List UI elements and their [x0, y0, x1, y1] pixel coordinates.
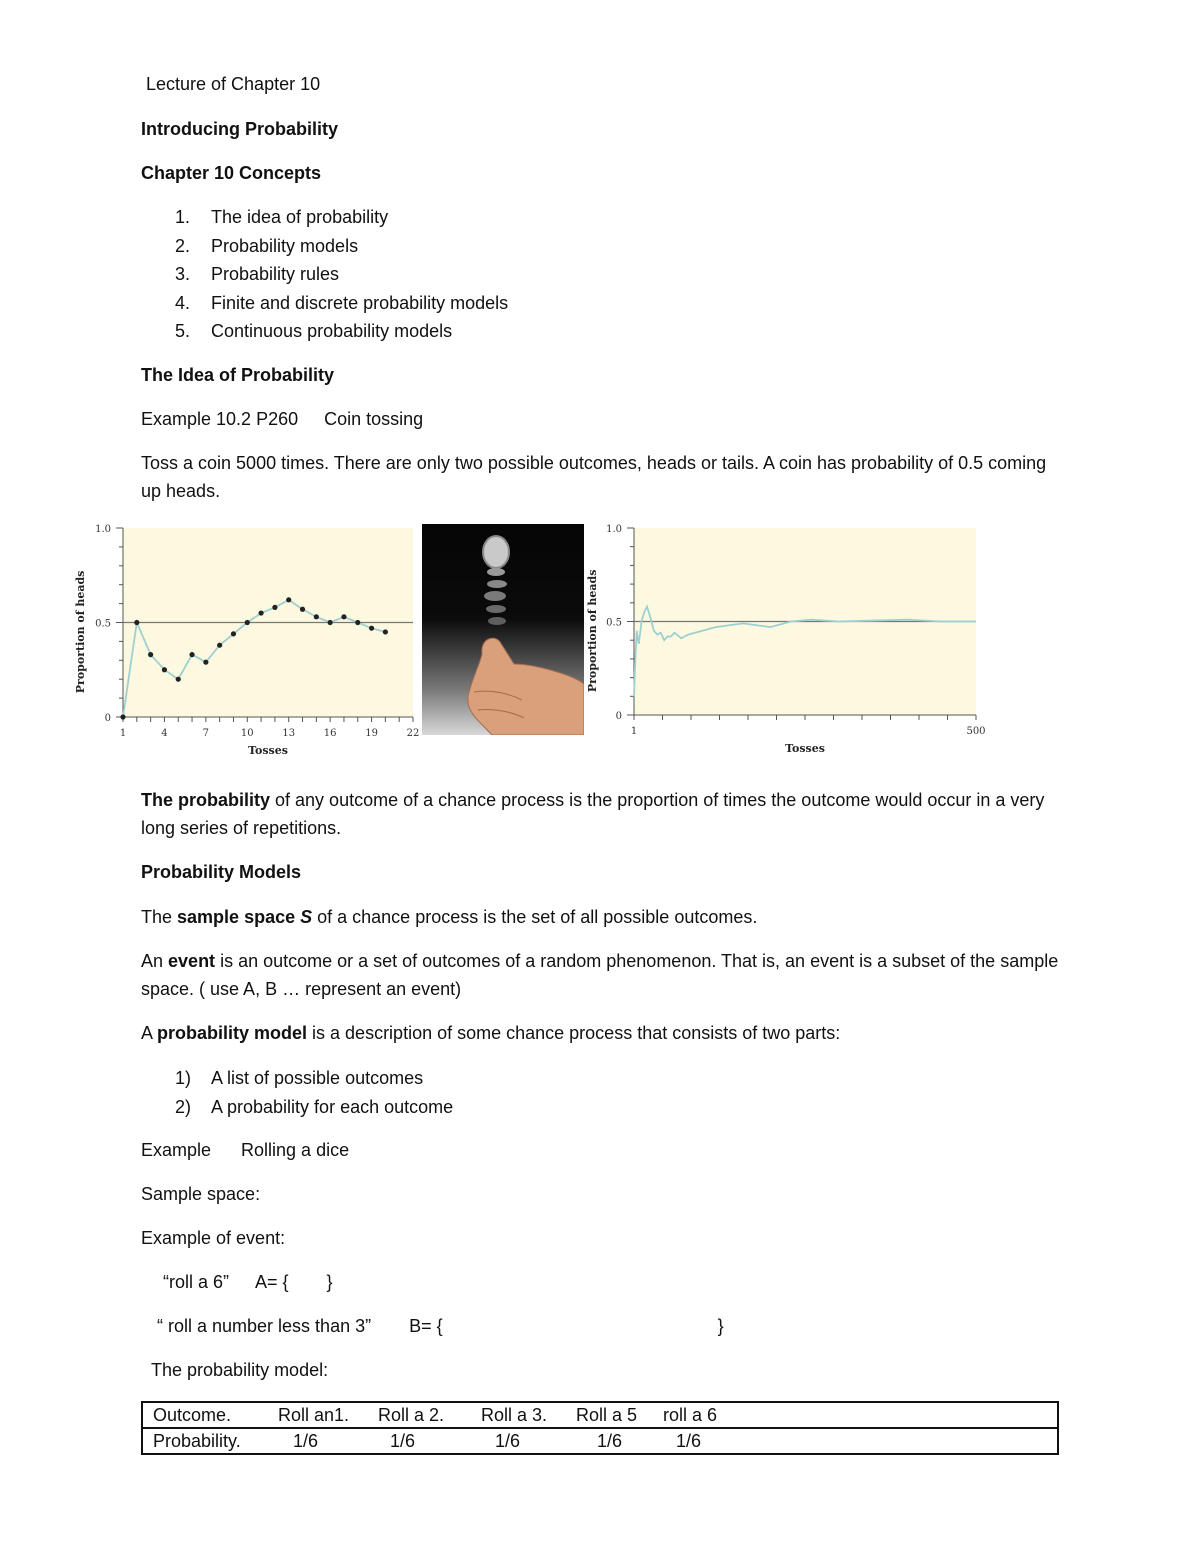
list-item: 2) A probability for each outcome [175, 1096, 454, 1117]
x-tick-label: 1 [630, 726, 638, 737]
x-tick-label: 1 [119, 728, 127, 739]
example-line [141, 408, 423, 430]
list-item: 4. Finite and discrete probability models [175, 292, 509, 313]
data-point [258, 610, 263, 615]
list-item: 1. The idea of probability [175, 207, 389, 227]
data-point [176, 677, 181, 682]
data-point [328, 620, 333, 625]
example-dice-line: Example Rolling a dice [141, 1140, 350, 1160]
data-point [355, 620, 360, 625]
table-cell: Outcome. Roll an1. Roll a 2. Roll a 3. Roll a 5 roll a 6 [142, 1402, 1058, 1428]
heading-introducing-probability: Introducing Probability [141, 119, 338, 139]
x-tick-label: 19 [365, 728, 378, 739]
y-tick-label: 0.5 [95, 618, 111, 630]
heading-chapter-concepts: Chapter 10 Concepts [141, 163, 322, 183]
heading-idea-of-probability: The Idea of Probability [141, 365, 335, 385]
event-b-line: “ roll a number less than 3” B= { } [157, 1316, 724, 1336]
model-parts-list [141, 1064, 453, 1121]
probability-model-label: The probability model: [151, 1360, 329, 1380]
x-tick-label: 7 [202, 728, 210, 739]
y-tick-label: 1.0 [95, 524, 111, 535]
toss-paragraph: Toss a coin 5000 times. There are only two possible outcomes, heads or tails. A coin has probability of 0.5 coming up heads. [141, 453, 1047, 501]
event-a-line: “roll a 6” A= { } [163, 1272, 333, 1292]
probability-model-table [141, 1401, 1059, 1455]
list-item: 5. Continuous probability models [175, 321, 453, 342]
table-row [142, 1428, 1058, 1454]
data-point [203, 660, 208, 665]
x-tick-label: 13 [282, 728, 296, 739]
x-tick-label: 10 [240, 728, 254, 739]
x-tick-label: 16 [323, 728, 337, 739]
y-tick-label: 0.5 [606, 617, 622, 629]
proportion-heads-chart-long [582, 518, 992, 763]
y-axis-label: Proportion of heads [586, 569, 599, 693]
sample-space-label: Sample space: [141, 1184, 261, 1204]
proportion-heads-chart-short [70, 518, 420, 763]
example-event-label: Example of event: [141, 1228, 286, 1248]
lecture-title: Lecture of Chapter 10 [146, 74, 321, 94]
probability-model-definition: A probability model is a description of some chance process that consists of two parts: [141, 1023, 841, 1043]
event-definition: An event is an outcome or a set of outcomes of a random phenomenon. That is, an event is a subset of the sample space. ( use A, B … represent an event) [141, 951, 1059, 999]
x-tick-label: 4 [161, 728, 168, 739]
data-point [189, 652, 194, 657]
x-tick-label: 500 [966, 726, 986, 737]
table-row [142, 1402, 1058, 1428]
data-point [286, 597, 291, 602]
example-reference: Example 10.2 P260 [141, 409, 299, 429]
y-tick-label: 0 [615, 711, 622, 722]
data-point [231, 631, 236, 636]
y-tick-label: 0 [104, 713, 111, 724]
data-point [369, 626, 374, 631]
table-cell: Probability. 1/6 1/6 1/6 1/6 1/6 [142, 1428, 1058, 1454]
thumb-coin-flip-illustration [422, 524, 584, 735]
list-item: 3. Probability rules [175, 264, 340, 285]
data-point [272, 605, 277, 610]
list-item: 1) A list of possible outcomes [175, 1068, 424, 1088]
concepts-list [141, 203, 508, 346]
coin-toss-photo [422, 524, 584, 735]
data-point [120, 714, 125, 719]
x-axis-label: Tosses [785, 742, 825, 755]
data-point [134, 620, 139, 625]
data-point [245, 620, 250, 625]
y-tick-label: 1.0 [606, 524, 622, 535]
sample-space-definition: The sample space S of a chance process is the set of all possible outcomes. [141, 907, 758, 927]
data-point [341, 614, 346, 619]
list-item: 2. Probability models [175, 235, 359, 256]
data-point [314, 614, 319, 619]
x-axis-label: Tosses [248, 744, 288, 757]
y-axis-label: Proportion of heads [74, 570, 87, 694]
data-point [383, 629, 388, 634]
x-tick-label: 22 [406, 728, 420, 739]
data-point [162, 667, 167, 672]
data-point [217, 643, 222, 648]
example-topic: Coin tossing [324, 409, 424, 429]
probability-definition: The probability of any outcome of a chance process is the proportion of times the outcome would occur in a very long series of repetitions. [141, 790, 1045, 838]
data-point [300, 607, 305, 612]
data-point [148, 652, 153, 657]
heading-probability-models: Probability Models [141, 862, 302, 882]
